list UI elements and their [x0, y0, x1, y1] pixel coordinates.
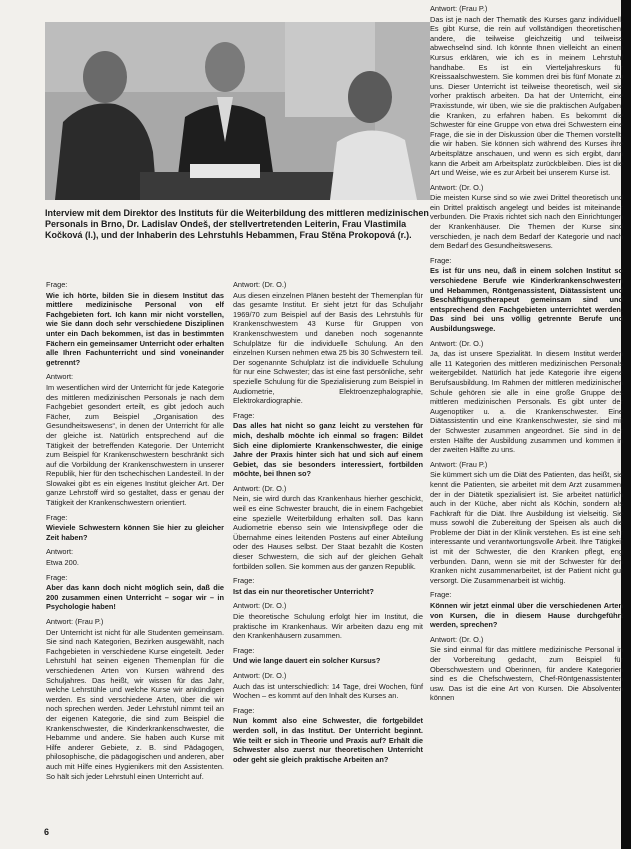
- speaker-label: Antwort: (Dr. O.): [233, 483, 287, 493]
- interview-block: [430, 590, 623, 629]
- interview-block: [233, 576, 423, 596]
- interview-block: [233, 671, 423, 701]
- block-text: Die meisten Kurse sind so wie zwei Drittel theoretisch und ein Drittel praktisch angelegt und beides ist miteinander verbunden. Die Praxis richtet sich nach den Einrichtungen der Krankenhäuser. Die Themen der Kurse sind verschieden, je nach dem Bedarf der Kategorie und nach dem Bedarf des Gesundheitswesens.: [430, 193, 623, 251]
- block-text: Und wie lange dauert ein solcher Kursus?: [233, 656, 381, 666]
- block-text: Ist das ein nur theoretischer Unterricht?: [233, 586, 374, 596]
- block-text: Wieviele Schwestern können Sie hier zu gleicher Zeit haben?: [46, 523, 224, 542]
- interview-block: [46, 573, 224, 612]
- block-text: Etwa 200.: [46, 558, 79, 568]
- interview-block: [233, 706, 423, 765]
- speaker-label: Frage:: [46, 572, 68, 582]
- speaker-label: Antwort: (Dr. O.): [233, 280, 287, 289]
- speaker-label: Antwort: (Dr. O.): [233, 670, 287, 680]
- block-text: Es ist für uns neu, daß in einem solchen Institut so verschiedene Berufe wie Kinderkrankenschwestern und Hebammen, Röntgenassistent, Diätassistent und Beschäftigungstherapeut gemeinsam sind und entsprechend den Fachgebieten unterrichtet werden. Das sind bei uns völlig getrennte Berufe und Ausbildungswege.: [430, 266, 623, 333]
- speaker-label: Frage:: [233, 410, 255, 420]
- speaker-label: Frage:: [46, 280, 68, 289]
- interview-block: [430, 339, 623, 455]
- interview-block: [430, 635, 623, 703]
- interview-block: [46, 617, 224, 781]
- block-text: Der Unterricht ist nicht für alle Studenten gemeinsam. Sie sind nach Kategorien, Bezirken ausgewählt, nach Fachgebieten in verschiedene Kurse eingeteilt. Jeder Lehrstuhl hat seinen eigenen Themenplan für die verschiedenen Arten von Kursen während des Schuljahres. Das heißt, wir wissen für das Jahr, welche Lehrstühle und welche Kurse wir ankündigen werden. Es sind verschiedene Arten, über die wir noch sprechen werden. Jeder Lehrstuhl nimmt teil an der eigenen Kategorie, die sind zum Beispiel die Krankenschwester, die Kinderkrankenschwester, die Hebamme und andere. Sie haben auch Kurse mit Hilfe anderer Gebiete, z. B. sind Pädagogen, philosophische, die pädagogischen und anderen, aber auch mit Hilfe eines Hygienikers mit den Assistenten. So hält sich jeder Lehrstuhl einen Unterricht auf.: [46, 627, 224, 781]
- speaker-label: Frage:: [46, 512, 68, 522]
- interview-photo: [45, 22, 430, 200]
- interview-block: [430, 183, 623, 251]
- interview-block: [233, 411, 423, 479]
- block-text: Das ist je nach der Thematik des Kurses ganz individuell. Es gibt Kurse, die rein auf vollständigen theoretischen, andere, die teilweise gleichzeitig und teilweise abwechselnd sind. Ich könnte Ihnen vielleicht an einem Kursus erklären, wie ich es in meinem Lehrstuhl handhabe. Es ist ein Vierteljahreskurs für Kreissaalschwestern. Sie kommen drei bis fünf Monate zu uns. Dieser Unterricht ist teilweise theoretisch, weil sie vorher praktisch arbeiten. Da hat der Unterricht, eine Praxisstunde, wir üben, wie sie die praktischen Aufgaben, die Kranken, zu erfahren haben. Es bekommt die Schwester für eine Gruppe von etwa drei Schwestern eine Frage, die sie in der Diskussion über die Themen vorstellt, die wir haben. Sie können sich während des Kurses ihre Arbeitsplätze anschauen, und wenn es sich ergibt, dann kann die Arbeit am Arbeitsplatz zurückbleiben. Dies ist die Art und Weise, wie es zur Arbeit bei unserem Kurse ist.: [430, 14, 623, 178]
- block-text: Wie ich hörte, bilden Sie in diesem Institut das mittlere medizinische Personal von elf Fachgebieten fort. Ich kann mir nicht vorstellen, wie Sie dann doch sehr verschiedene Disziplinen unter ein Dach bekommen, ist das in bestimmten Fächern ein gemeinsamer Unterricht oder erhalten alle Ihren Fachunterricht und sind voneinander getrennt?: [46, 290, 224, 367]
- block-text: Nun kommt also eine Schwester, die fortgebildet werden soll, in das Institut. Der Unterricht beginnt. Wie teilt er sich in Theorie und Praxis auf? Erhält die Schwester also zuerst nur theoretischen Unterricht oder geht sie gleich praktische Arbeiten an?: [233, 716, 423, 764]
- interview-block: [430, 256, 623, 334]
- block-text: Sie kümmert sich um die Diät des Patienten, das heißt, sie kennt die Patienten, sie arbeitet mit dem Arzt zusammen, der in der Diätetik spezialisiert ist. Sie arbeitet natürlich auch in der Küche, aber nicht als Köchin, sondern als Fachkraft für die Diät. Ihre Ausbildung ist vielseitig. Sie muss sowohl die Zubereitung der Speisen als auch die Probleme der Diät in der Klinik verstehen. Es ist eine sehr interessante und verantwortungsvolle Arbeit. Ihre Tätigkeit ist mit der Schwester, die den Kranken pflegt, eng verbunden. Dann, wenn sie mit der Schwester für den Kranken nicht zusammenarbeitet, ist der Patient nicht gut versorgt. Die Zusammenarbeit ist wichtig.: [430, 470, 623, 585]
- page-number: 6: [44, 827, 50, 837]
- block-text: Nein, sie wird durch das Krankenhaus hierher geschickt, weil es eine Schwester braucht, die in einem Fachgebiet eine spezielle Weiterbildung erhalten soll. Das kann Audiometrie ebenso sein wie Intensivpflege oder die Übernahme eines leitenden Postens auf einer Abteilung oder des Hauses selbst. Der Staat bezahlt die Kosten dieser Schwestern, die sich auf der gleichen Gehalt fortbilden sollen. Sie kommen aus der ganzen Republik.: [233, 494, 423, 571]
- block-text: Die theoretische Schulung erfolgt hier im Institut, die praktische im Krankenhaus. Wir arbeiten dazu eng mit den Krankenhäusern zusammen.: [233, 612, 423, 641]
- interview-block: [46, 372, 224, 507]
- speaker-label: Frage:: [430, 590, 452, 600]
- block-text: Können wir jetzt einmal über die verschiedenen Arten von Kursen, die in diesem Hause durchgeführt werden, sprechen?: [430, 601, 623, 630]
- block-text: Ja, das ist unsere Spezialität. In diesem Institut werden alle 11 Kategorien des mittleren medizinischen Personals weitergebildet. Natürlich hat jede Kategorie ihre eigene Berufsausbildung. Im Rahmen der mittleren medizinischen Schule gehören sie alle in eine große Gruppe des mittleren medizinischen Personals. Es gibt unter der Augenoptiker u. a. die Krankenschwester. Eine Diätassistentin und eine Krankenschwester, sie sind mit der Schwester zusammen angeordnet. Sie sind in der ersten Hälfte der Ausbildung zusammen und kommen in der zweiten Hälfte zu uns.: [430, 349, 623, 455]
- speaker-label: Antwort: (Dr. O.): [430, 338, 484, 348]
- interview-block: [233, 601, 423, 640]
- speaker-label: Antwort: (Frau P.): [430, 4, 488, 13]
- speaker-label: Antwort:: [46, 547, 74, 557]
- block-text: Auch das ist unterschiedlich: 14 Tage, drei Wochen, fünf Wochen – es kommt auf den Inhalt des Kurses an.: [233, 681, 423, 701]
- interview-block: [430, 4, 623, 178]
- interview-block: [233, 646, 423, 666]
- column-2: [233, 280, 423, 825]
- interview-block: [233, 280, 423, 406]
- interview-block: [46, 547, 224, 567]
- speaker-label: Frage:: [430, 255, 452, 265]
- block-text: Sie sind einmal für das mittlere medizinische Personal in der Vorbereitung gedacht, zum Beispiel für Oberschwestern und Oberinnen, für andere Kategorien sind es die Chefschwestern, Chef-Röntgenassistenten usw. Das ist die eine Art von Kursen. Die Absolventen können: [430, 645, 623, 703]
- block-text: Aus diesen einzelnen Plänen besteht der Themenplan für das gesamte Institut. Er sieht jetzt für das Schuljahr 1969/70 zum Beispiel auf der Basis des Lehrstuhls für Krankenschwestern 43 Kurse für Gruppen von Krankenschwestern und daneben noch sogenannte Schulplätze für die individuelle Schulung. An den einzelnen Kursen nehmen etwa 25 bis 30 Schwestern teil. Der sogenannte Schulplatz ist die individuelle Schulung für nur eine Schwester; das ist eine fast persönliche, sehr spezielle Schulung für die Spezialisierung zum Beispiel in Audiometrie, Elektroenzephalographie, Elektrokardiographie.: [233, 290, 423, 406]
- speaker-label: Antwort: (Dr. O.): [430, 182, 484, 192]
- photo-caption: Interview mit dem Direktor des Instituts für die Weiterbildung des mittleren medizinischen Personals in Brno, Dr. Ladislav Ondeš, der stellvertretenden Leiterin, Frau Vlastimila Kočková (l.), und der Inhaberin des Lehrstuhls Hebammen, Frau Stěna Prokopová (r.).: [45, 208, 429, 241]
- interview-block: [430, 460, 623, 586]
- block-text: Das alles hat nicht so ganz leicht zu verstehen für mich, deshalb möchte ich einmal so fragen: Bildet Sich eine diplomierte Krankenschwester, die einige Jahre der Praxis hinter sich hat und sich auf einem Gebiet, das sie besonders interessiert, fortbilden möchte, bei Ihnen so?: [233, 421, 423, 479]
- block-text: Aber das kann doch nicht möglich sein, daß die 200 zusammen einen Unterricht – sogar wir – in Psychologie haben!: [46, 583, 224, 612]
- speaker-label: Frage:: [233, 705, 255, 715]
- interview-block: [233, 484, 423, 571]
- interview-block: [46, 513, 224, 543]
- speaker-label: Antwort: (Frau P.): [430, 459, 488, 469]
- block-text: Im wesentlichen wird der Unterricht für jede Kategorie des mittleren medizinischen Personals je nach dem Fachgebiet gesondert erteilt, es gibt jedoch auch Fächer, zum Beispiel „Organisation des Gesundheitswesens“, in denen der Unterricht für alle der gleiche ist. Natürlich entsprechend auf die Tätigkeit der betreffenden Kategorie. Der Unterricht zum Beispiel für Krankenschwestern beschränkt sich auf die Vorbildung der Krankenschwestern in unserer Republik, hier für den tschechischen Landesteil. In der Slowakei gibt es ein eigenes Institut gleicher Art. Der ganze Lehrstoff wird so gestaltet, dass er genau der Tätigkeit der Krankenschwestern orientiert.: [46, 382, 224, 508]
- speaker-label: Antwort:: [46, 372, 74, 382]
- speaker-label: Antwort: (Dr. O.): [430, 634, 484, 644]
- speaker-label: Frage:: [233, 576, 255, 586]
- speaker-label: Antwort: (Frau P.): [46, 617, 104, 626]
- column-1: [46, 280, 224, 825]
- interview-block: [46, 280, 224, 367]
- column-3: [430, 4, 623, 834]
- speaker-label: Antwort: (Dr. O.): [233, 601, 287, 611]
- speaker-label: Frage:: [233, 645, 255, 655]
